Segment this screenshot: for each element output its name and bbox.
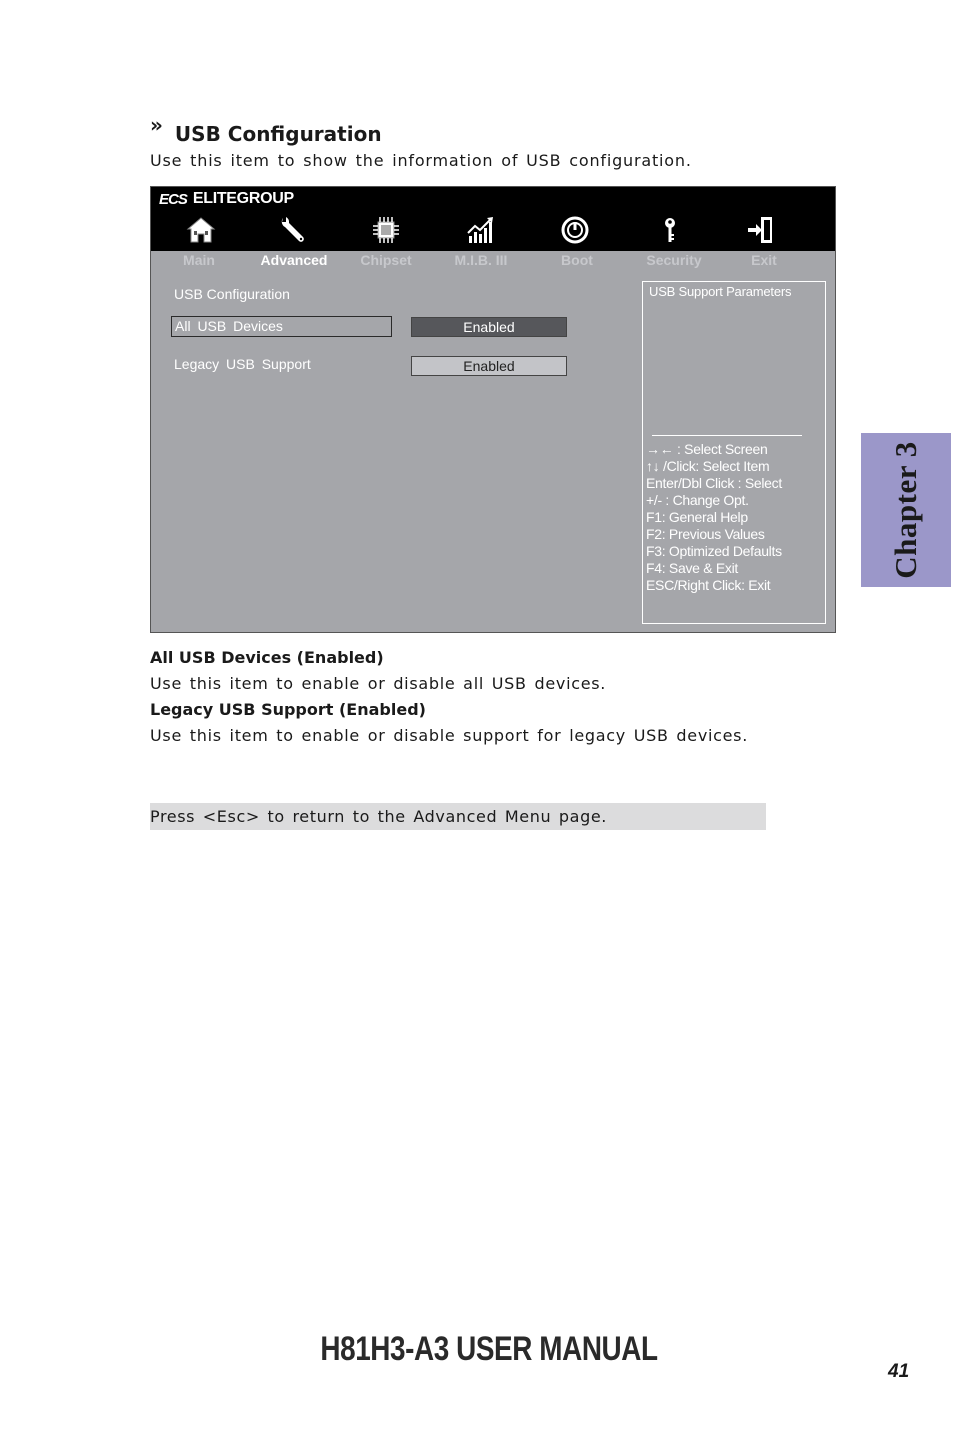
help-key-line: +/- : Change Opt. bbox=[646, 492, 749, 508]
manual-title: H81H3-A3 USER MANUAL bbox=[320, 1330, 658, 1368]
wrench-icon[interactable] bbox=[275, 213, 311, 247]
help-key-line: F2: Previous Values bbox=[646, 526, 765, 542]
help-panel bbox=[642, 281, 826, 624]
section-intro: Use this item to show the information of USB configuration. bbox=[150, 151, 692, 170]
section-heading bbox=[150, 113, 382, 147]
section-title: USB Configuration bbox=[174, 122, 382, 146]
double-chevron-right-icon: » bbox=[150, 113, 163, 137]
chapter-tab bbox=[861, 433, 951, 587]
bios-screen bbox=[150, 186, 836, 633]
help-key-line: →← : Select Screen bbox=[646, 441, 768, 457]
tab-exit[interactable]: Exit bbox=[751, 252, 777, 268]
screen-title: USB Configuration bbox=[174, 286, 290, 302]
legacy-usb-support-item[interactable]: Legacy USB Support bbox=[174, 356, 311, 372]
tab-advanced[interactable]: Advanced bbox=[260, 252, 328, 268]
help-key-line: ESC/Right Click: Exit bbox=[646, 577, 771, 593]
tab-security[interactable]: Security bbox=[646, 252, 702, 268]
all-usb-devices-value[interactable]: Enabled bbox=[411, 317, 567, 337]
home-icon[interactable] bbox=[183, 213, 219, 247]
ecs-logo: ECS bbox=[159, 190, 187, 208]
exit-icon[interactable] bbox=[743, 213, 779, 247]
legacy-usb-support-value[interactable]: Enabled bbox=[411, 356, 567, 376]
tab-main[interactable]: Main bbox=[183, 252, 215, 268]
bios-header bbox=[151, 187, 835, 251]
brand-name: ELITEGROUP bbox=[192, 190, 294, 207]
esc-note: Press <Esc> to return to the Advanced Menu page. bbox=[150, 803, 766, 830]
help-key-line: F3: Optimized Defaults bbox=[646, 543, 782, 559]
help-key-line: F4: Save & Exit bbox=[646, 560, 738, 576]
chapter-label: Chapter 3 bbox=[888, 441, 923, 579]
tab-icons bbox=[151, 213, 835, 249]
help-title: USB Support Parameters bbox=[649, 284, 792, 299]
tab-mib[interactable]: M.I.B. III bbox=[454, 252, 508, 268]
chip-icon[interactable] bbox=[368, 213, 404, 247]
help-keys bbox=[646, 441, 782, 594]
all-usb-devices-item[interactable]: All USB Devices bbox=[171, 316, 392, 337]
desc-text-legacy-usb: Use this item to enable or disable support for legacy USB devices. bbox=[150, 726, 748, 745]
desc-heading-all-usb: All USB Devices (Enabled) bbox=[150, 648, 384, 667]
help-key-line: Enter/Dbl Click : Select bbox=[646, 475, 782, 491]
help-key-line: ↑↓ /Click: Select Item bbox=[646, 458, 770, 474]
help-key-line: F1: General Help bbox=[646, 509, 748, 525]
desc-heading-legacy-usb: Legacy USB Support (Enabled) bbox=[150, 700, 426, 719]
brand bbox=[159, 190, 294, 208]
desc-text-all-usb: Use this item to enable or disable all USB devices. bbox=[150, 674, 607, 693]
tab-boot[interactable]: Boot bbox=[561, 252, 593, 268]
power-icon[interactable] bbox=[557, 213, 593, 247]
bios-tabs bbox=[151, 251, 835, 271]
help-divider bbox=[652, 435, 802, 436]
graph-icon[interactable] bbox=[463, 213, 499, 247]
page-number: 41 bbox=[888, 1361, 910, 1382]
key-icon[interactable] bbox=[652, 213, 688, 247]
tab-chipset[interactable]: Chipset bbox=[360, 252, 412, 268]
